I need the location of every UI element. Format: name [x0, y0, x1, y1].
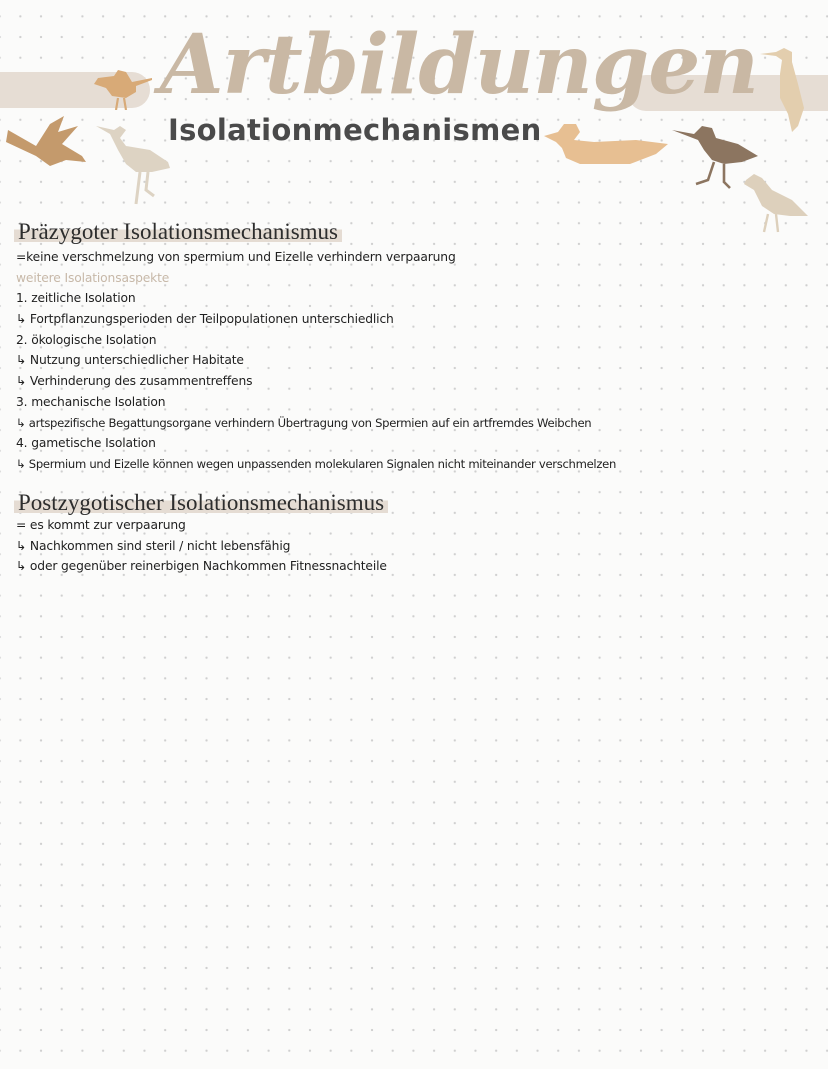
note-line: 4. gametische Isolation [16, 436, 156, 451]
section-title-text: Postzygotischer Isolationsmechanismus [14, 490, 388, 515]
section-title-postzygot [14, 490, 388, 515]
note-line: ↳ Spermium und Eizelle können wegen unpassenden molekularen Signalen nicht miteinander verschmelzen [16, 456, 617, 471]
duck-icon [544, 120, 670, 168]
note-line: =keine verschmelzung von spermium und Eizelle verhindern verpaarung [16, 250, 456, 264]
notes-list-postzygot [16, 515, 387, 577]
standing-bird-icon [758, 44, 808, 136]
note-line: ↳ Verhinderung des zusammentreffens [16, 374, 253, 389]
page-subtitle: Isolationmechanismen [168, 113, 542, 147]
notes-list-praezygot [16, 247, 616, 475]
wading-bird-icon [92, 64, 154, 110]
note-line: ↳ Nutzung unterschiedlicher Habitate [16, 353, 244, 368]
section-title-praezygot [14, 219, 342, 244]
note-line: ↳ Fortpflanzungsperioden der Teilpopulationen unterschiedlich [16, 312, 394, 327]
heron-icon [96, 120, 174, 206]
note-line: 1. zeitliche Isolation [16, 291, 136, 306]
section-title-text: Präzygoter Isolationsmechanismus [14, 219, 342, 244]
sparrow-icon [742, 170, 810, 236]
note-line: 3. mechanische Isolation [16, 394, 166, 409]
page-title: Artbildungen [160, 17, 759, 113]
note-line: 2. ökologische Isolation [16, 332, 157, 347]
note-line: ↳ artspezifische Begattungsorgane verhindern Übertragung von Spermien auf ein artfremdes Weibchen [16, 415, 592, 430]
note-line-muted: weitere Isolationsaspekte [16, 270, 170, 285]
flying-bird-icon [6, 116, 88, 172]
note-line: ↳ oder gegenüber reinerbigen Nachkommen Fitnessnachteile [16, 559, 387, 574]
note-line: ↳ Nachkommen sind steril / nicht lebensfähig [16, 538, 291, 553]
note-line: = es kommt zur verpaarung [16, 518, 186, 532]
